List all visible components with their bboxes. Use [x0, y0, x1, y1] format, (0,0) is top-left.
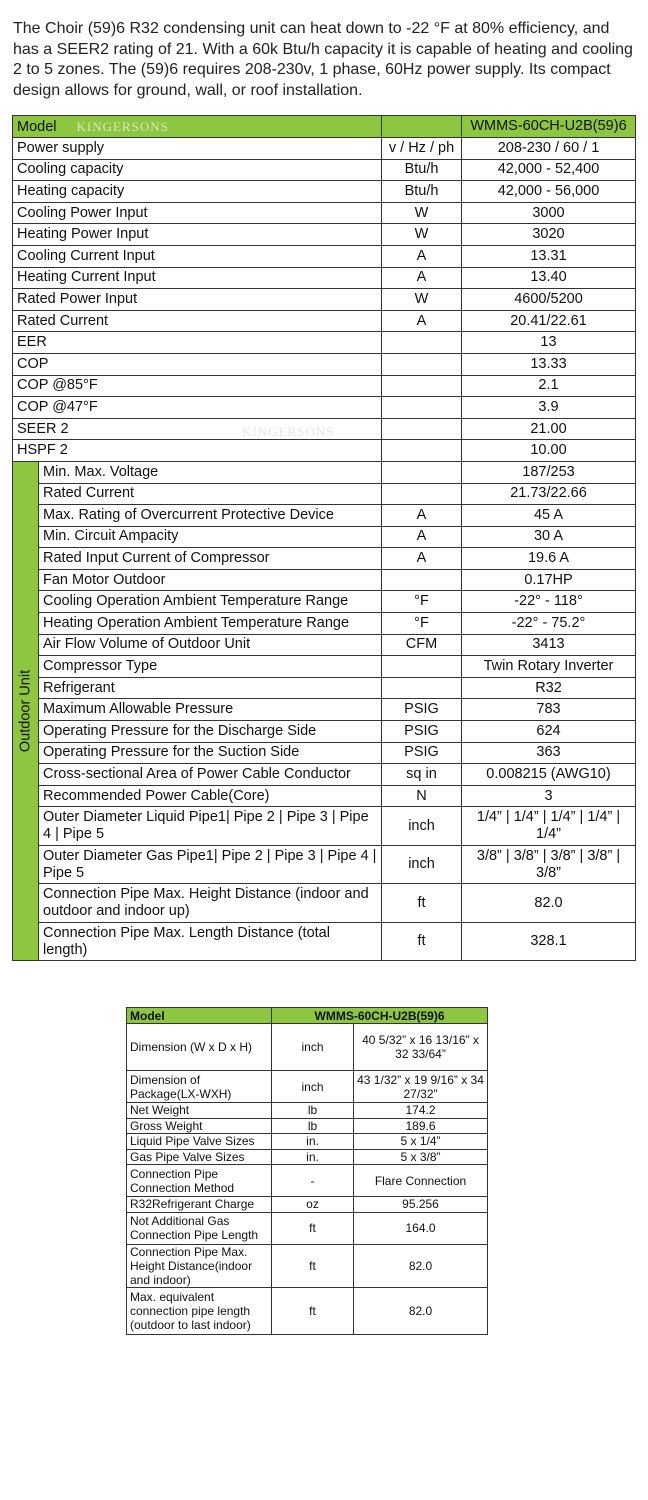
spec-label: COP [13, 353, 382, 375]
outdoor-spec-row [13, 613, 636, 635]
package-value: 82.0 [354, 1287, 488, 1334]
spec-unit: A [382, 267, 462, 289]
model-unit-cell [382, 116, 462, 138]
spec-label: Heating Power Input [13, 224, 382, 246]
spec-header-row [13, 116, 636, 138]
package-row [127, 1197, 488, 1213]
outdoor-unit-label-text: Outdoor Unit [17, 670, 33, 753]
package-row [127, 1071, 488, 1103]
outdoor-spec-row [13, 656, 636, 678]
package-value: 40 5/32” x 16 13/16” x 32 33/64” [354, 1024, 488, 1071]
spec-label: Outer Diameter Liquid Pipe1| Pipe 2 | Pipe 3 | Pipe 4 | Pipe 5 [39, 807, 382, 846]
spec-value: 783 [462, 699, 636, 721]
package-value: 5 x 3/8” [354, 1149, 488, 1165]
spec-unit: v / Hz / ph [382, 138, 462, 160]
package-unit: oz [272, 1197, 354, 1213]
model-value-cell: WMMS-60CH-U2B(59)6 [462, 116, 636, 138]
spec-label: Max. Rating of Overcurrent Protective Device [39, 505, 382, 527]
spec-unit: PSIG [382, 742, 462, 764]
spec-label: Min. Max. Voltage [39, 461, 382, 483]
spec-row [13, 267, 636, 289]
spec-unit: W [382, 202, 462, 224]
spec-row [13, 224, 636, 246]
package-table [126, 1007, 488, 1335]
spec-unit: A [382, 526, 462, 548]
package-value: Flare Connection [354, 1165, 488, 1197]
package-row [127, 1212, 488, 1244]
outdoor-unit-side-label [13, 461, 39, 961]
outdoor-spec-row [13, 591, 636, 613]
spec-unit: PSIG [382, 721, 462, 743]
spec-label: Heating capacity [13, 181, 382, 203]
spec-unit [382, 353, 462, 375]
spec-value: 20.41/22.61 [462, 310, 636, 332]
spec-unit: A [382, 310, 462, 332]
spec-value: 13.33 [462, 353, 636, 375]
package-value: 174.2 [354, 1103, 488, 1119]
spec-value: 3413 [462, 634, 636, 656]
outdoor-spec-row [13, 677, 636, 699]
outdoor-spec-row [13, 461, 636, 483]
package-unit: ft [272, 1287, 354, 1334]
outdoor-spec-row [13, 922, 636, 961]
package-model-label: Model [127, 1008, 272, 1024]
spec-unit: PSIG [382, 699, 462, 721]
package-label: Connection Pipe Max. Height Distance(indoor and indoor) [127, 1244, 272, 1287]
package-label: Dimension of Package(LX-WXH) [127, 1071, 272, 1103]
spec-value: 363 [462, 742, 636, 764]
model-label-cell: Model KINGERSONS [13, 116, 382, 138]
spec-label: Heating Current Input [13, 267, 382, 289]
outdoor-spec-row [13, 483, 636, 505]
package-unit: inch [272, 1024, 354, 1071]
intro-paragraph: The Choir (59)6 R32 condensing unit can heat down to -22 °F at 80% efficiency, and has a SEER2 rating of 21. With a 60k Btu/h capacity it is capable of heating and cooling 2 to 5 zones. The (59)6 requires 208-230v, 1 phase, 60Hz power supply. Its compact design allows for ground, wall, or roof installation. [13, 20, 633, 99]
watermark-overlay: KINGERSONS [242, 424, 335, 439]
spec-unit [382, 569, 462, 591]
spec-unit: Btu/h [382, 159, 462, 181]
package-value: 95.256 [354, 1197, 488, 1213]
spec-label: Power supply [13, 138, 382, 160]
package-row [127, 1287, 488, 1334]
outdoor-spec-row [13, 699, 636, 721]
spec-unit: sq in [382, 764, 462, 786]
spec-value: 3/8” | 3/8” | 3/8” | 3/8” | 3/8” [462, 845, 636, 884]
spec-unit: inch [382, 807, 462, 846]
spec-value: 4600/5200 [462, 289, 636, 311]
spec-label: COP @85°F [13, 375, 382, 397]
spec-label: COP @47°F [13, 397, 382, 419]
package-value: 164.0 [354, 1212, 488, 1244]
spec-value: 3000 [462, 202, 636, 224]
spec-label: Heating Operation Ambient Temperature Range [39, 613, 382, 635]
spec-value: 3.9 [462, 397, 636, 419]
spec-value: 19.6 A [462, 548, 636, 570]
spec-label: Rated Current [13, 310, 382, 332]
spec-unit [382, 677, 462, 699]
spec-label: Connection Pipe Max. Length Distance (total length) [39, 922, 382, 961]
spec-label: Operating Pressure for the Discharge Side [39, 721, 382, 743]
package-value: 189.6 [354, 1118, 488, 1134]
spec-label: Rated Input Current of Compressor [39, 548, 382, 570]
spec-value: 208-230 / 60 / 1 [462, 138, 636, 160]
package-row [127, 1165, 488, 1197]
spec-row [13, 353, 636, 375]
outdoor-spec-row [13, 884, 636, 923]
package-label: Net Weight [127, 1103, 272, 1119]
spec-unit: CFM [382, 634, 462, 656]
spec-label: Outer Diameter Gas Pipe1| Pipe 2 | Pipe 3 | Pipe 4 | Pipe 5 [39, 845, 382, 884]
watermark: KINGERSONS [76, 118, 169, 134]
package-row [127, 1244, 488, 1287]
package-row [127, 1149, 488, 1165]
outdoor-spec-row [13, 505, 636, 527]
spec-value: -22° - 75.2° [462, 613, 636, 635]
package-row [127, 1103, 488, 1119]
spec-value: R32 [462, 677, 636, 699]
spec-unit: ft [382, 884, 462, 923]
spec-unit: °F [382, 591, 462, 613]
spec-unit: N [382, 785, 462, 807]
package-label: Gross Weight [127, 1118, 272, 1134]
spec-value: 21.73/22.66 [462, 483, 636, 505]
spec-row [13, 202, 636, 224]
spec-value: 13 [462, 332, 636, 354]
spec-value: 2.1 [462, 375, 636, 397]
spec-row [13, 181, 636, 203]
package-unit: in. [272, 1149, 354, 1165]
package-label: Gas Pipe Valve Sizes [127, 1149, 272, 1165]
spec-unit: inch [382, 845, 462, 884]
spec-row [13, 440, 636, 462]
spec-row [13, 289, 636, 311]
package-value: 5 x 1/4” [354, 1134, 488, 1150]
outdoor-spec-row [13, 845, 636, 884]
spec-row [13, 159, 636, 181]
outdoor-spec-row [13, 764, 636, 786]
spec-label: Recommended Power Cable(Core) [39, 785, 382, 807]
spec-label: Min. Circuit Ampacity [39, 526, 382, 548]
spec-label: Operating Pressure for the Suction Side [39, 742, 382, 764]
spec-value: 21.00 [462, 418, 636, 440]
package-row [127, 1024, 488, 1071]
package-label: Connection Pipe Connection Method [127, 1165, 272, 1197]
spec-value: 187/253 [462, 461, 636, 483]
package-value: 82.0 [354, 1244, 488, 1287]
spec-value: 3020 [462, 224, 636, 246]
spec-value: Twin Rotary Inverter [462, 656, 636, 678]
spec-unit [382, 483, 462, 505]
spec-label: Cooling Current Input [13, 245, 382, 267]
spec-unit: W [382, 224, 462, 246]
spec-unit: A [382, 548, 462, 570]
spec-label: Compressor Type [39, 656, 382, 678]
spec-row [13, 375, 636, 397]
spec-label: Air Flow Volume of Outdoor Unit [39, 634, 382, 656]
spec-label: EER [13, 332, 382, 354]
spec-value: 42,000 - 56,000 [462, 181, 636, 203]
outdoor-spec-row [13, 634, 636, 656]
spec-value: 624 [462, 721, 636, 743]
package-label: Not Additional Gas Connection Pipe Length [127, 1212, 272, 1244]
spec-row [13, 245, 636, 267]
spec-value: 82.0 [462, 884, 636, 923]
package-model-value: WMMS-60CH-U2B(59)6 [272, 1008, 488, 1024]
package-label: Max. equivalent connection pipe length (outdoor to last indoor) [127, 1287, 272, 1334]
spec-label: Refrigerant [39, 677, 382, 699]
spec-unit [382, 656, 462, 678]
spec-unit: A [382, 245, 462, 267]
spec-value: 3 [462, 785, 636, 807]
outdoor-spec-row [13, 742, 636, 764]
spec-unit [382, 375, 462, 397]
spec-value: 10.00 [462, 440, 636, 462]
package-row [127, 1134, 488, 1150]
spec-unit [382, 332, 462, 354]
spec-table [12, 115, 636, 961]
spec-label: HSPF 2 [13, 440, 382, 462]
spec-value: 328.1 [462, 922, 636, 961]
spec-label: Cooling Operation Ambient Temperature Range [39, 591, 382, 613]
spec-label: Fan Motor Outdoor [39, 569, 382, 591]
package-row [127, 1118, 488, 1134]
spec-row [13, 138, 636, 160]
spec-label: Rated Power Input [13, 289, 382, 311]
package-header-row [127, 1008, 488, 1024]
spec-label: Connection Pipe Max. Height Distance (indoor and outdoor and indoor up) [39, 884, 382, 923]
outdoor-spec-row [13, 548, 636, 570]
package-unit: inch [272, 1071, 354, 1103]
spec-unit [382, 418, 462, 440]
spec-value: 45 A [462, 505, 636, 527]
spec-unit: A [382, 505, 462, 527]
package-label: Liquid Pipe Valve Sizes [127, 1134, 272, 1150]
spec-label: Maximum Allowable Pressure [39, 699, 382, 721]
spec-label: Cross-sectional Area of Power Cable Conductor [39, 764, 382, 786]
package-unit: ft [272, 1244, 354, 1287]
package-value: 43 1/32” x 19 9/16” x 34 27/32” [354, 1071, 488, 1103]
package-unit: - [272, 1165, 354, 1197]
outdoor-spec-row [13, 785, 636, 807]
spec-row [13, 397, 636, 419]
spec-unit [382, 440, 462, 462]
spec-value: 13.31 [462, 245, 636, 267]
spec-value: 1/4” | 1/4” | 1/4” | 1/4” | 1/4” [462, 807, 636, 846]
package-unit: ft [272, 1212, 354, 1244]
spec-value: 30 A [462, 526, 636, 548]
outdoor-spec-row [13, 569, 636, 591]
spec-label: Cooling Power Input [13, 202, 382, 224]
package-label: R32Refrigerant Charge [127, 1197, 272, 1213]
spec-unit: ft [382, 922, 462, 961]
package-unit: in. [272, 1134, 354, 1150]
spec-label: Rated Current [39, 483, 382, 505]
spec-label: SEER 2 [13, 418, 382, 440]
outdoor-spec-row [13, 526, 636, 548]
spec-value: 13.40 [462, 267, 636, 289]
spec-value: 0.17HP [462, 569, 636, 591]
spec-unit: W [382, 289, 462, 311]
spec-unit [382, 461, 462, 483]
package-label: Dimension (W x D x H) [127, 1024, 272, 1071]
outdoor-spec-row [13, 721, 636, 743]
package-unit: lb [272, 1118, 354, 1134]
spec-unit [382, 397, 462, 419]
spec-unit: °F [382, 613, 462, 635]
spec-label: Cooling capacity [13, 159, 382, 181]
outdoor-spec-row [13, 807, 636, 846]
spec-row [13, 310, 636, 332]
package-unit: lb [272, 1103, 354, 1119]
spec-value: -22° - 118° [462, 591, 636, 613]
spec-value: 0.008215 (AWG10) [462, 764, 636, 786]
spec-row [13, 332, 636, 354]
spec-value: 42,000 - 52,400 [462, 159, 636, 181]
spec-unit: Btu/h [382, 181, 462, 203]
